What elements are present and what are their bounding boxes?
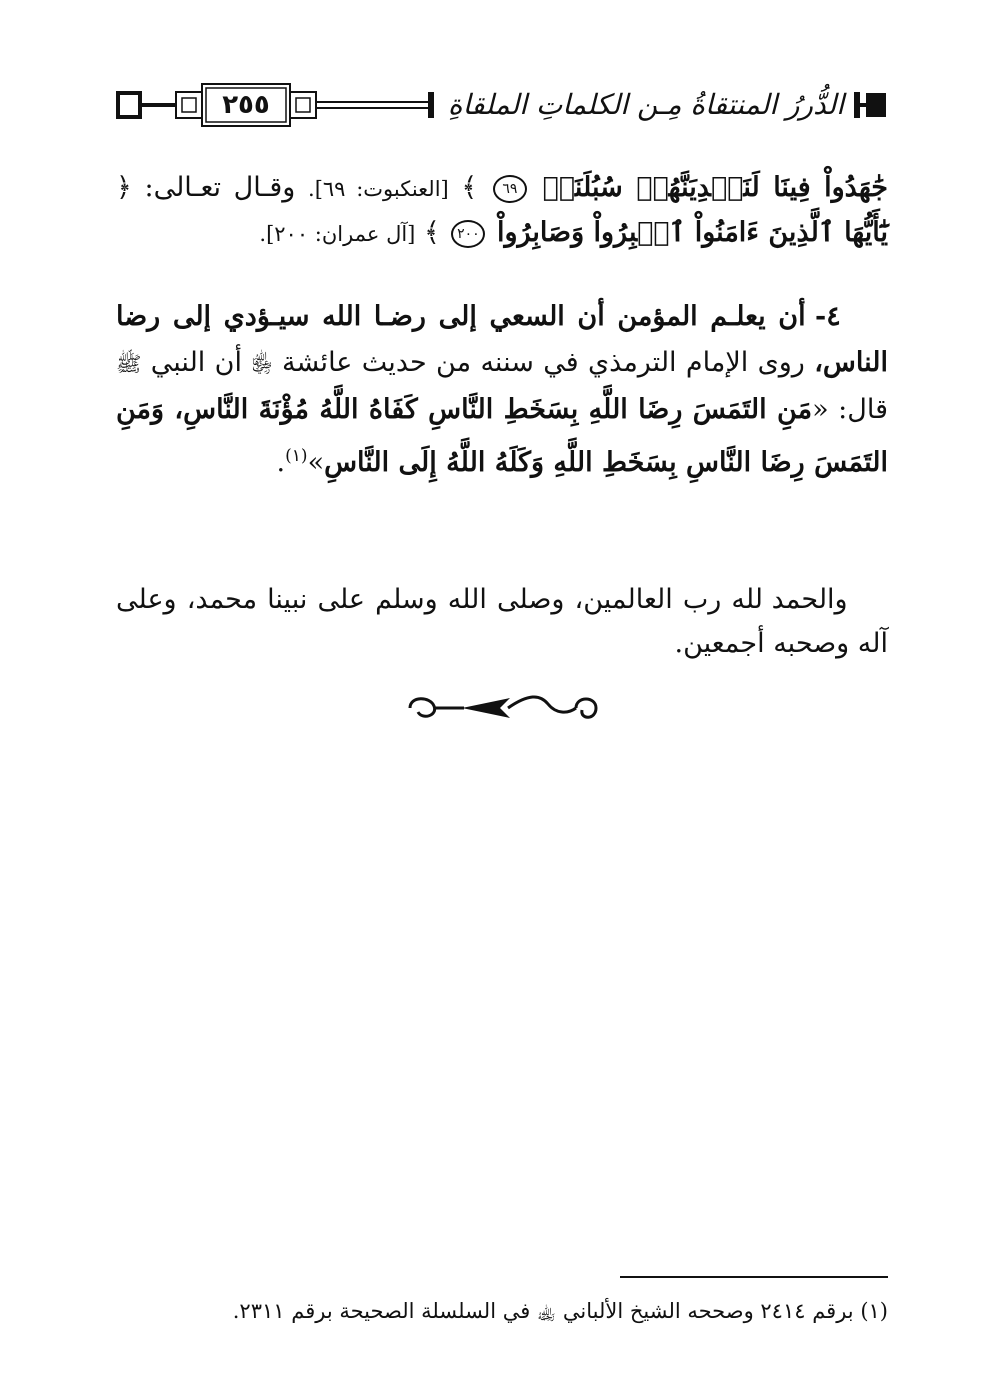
connector-text: وقـال تعـالى: xyxy=(144,172,296,203)
footnote-separator xyxy=(620,1276,888,1278)
closing-text: والحمد لله رب العالمين، وصلى الله وسلم على نبينا محمد، وعلى آله وصحبه أجمعين. xyxy=(116,584,888,659)
narration-text: روى الإمام الترمذي في سننه من حديث عائشة xyxy=(282,347,805,378)
narration-text: أن النبي xyxy=(150,347,242,378)
quran-verse: جَٰهَدُواْ فِينَا لَنَهۡدِيَنَّهُمۡ سُبُلَنَاۚ xyxy=(542,172,888,203)
ornate-bracket-icon: ﴿ xyxy=(116,172,132,203)
honorific-prophet-icon: ﷺ xyxy=(116,352,142,376)
footnote-marker: (١) xyxy=(285,446,308,466)
paragraph-point-four xyxy=(116,294,888,486)
point-heading: ٤- أن يعلـم المؤمن أن السعي إلى رضـا الله سيـؤدي إلى رضا الناس، xyxy=(116,301,888,378)
hadith-text: مَنِ التَمَسَ رِضَا اللَّهِ بِسَخَطِ النَّاسِ كَفَاهُ اللَّهُ مُؤْنَةَ النَّاسِ، وَمَنِ التَمَسَ رِضَا النَّاسِ بِسَخَطِ اللَّهِ وَكَلَهُ اللَّهُ إِلَى النَّاسِ xyxy=(116,394,888,478)
footnote-text: في السلسلة الصحيحة برقم ٢٣١١. xyxy=(232,1299,531,1323)
page-header xyxy=(116,80,888,130)
page-number: ٢٥٥ xyxy=(222,90,270,120)
narration-text: قال: « xyxy=(812,394,888,425)
honorific-albani-icon: ﵀ xyxy=(536,1299,557,1323)
quran-verse: يَٰٓأَيُّهَا ٱلَّذِينَ ءَامَنُواْ ٱصۡبِرُواْ وَصَابِرُواْ xyxy=(496,217,888,248)
footnote-text: (١) برقم ٢٤١٤ وصححه الشيخ الألباني xyxy=(562,1299,888,1323)
closing-quote: » xyxy=(307,447,325,478)
ornate-bracket-icon: ﴾ xyxy=(423,217,440,248)
decorative-divider-icon xyxy=(400,690,604,730)
ayah-number: ٦٩ xyxy=(493,175,527,203)
ornate-bracket-icon: ﴾ xyxy=(461,172,478,203)
ayah-number: ٢٠٠ xyxy=(451,220,485,248)
book-title: الدُّررُ المنتقاةُ مِـن الكلماتِ الملقاةِ xyxy=(446,84,846,126)
verse-reference: [آل عمران: ٢٠٠]. xyxy=(259,222,416,246)
paragraph-quran-verses xyxy=(116,166,888,256)
verse-reference: [العنكبوت: ٦٩]. xyxy=(308,177,449,201)
footnote xyxy=(116,1294,888,1328)
honorific-aisha-icon: ﵂ xyxy=(251,352,273,376)
sentence-end: . xyxy=(276,447,286,478)
paragraph-closing xyxy=(116,578,888,666)
